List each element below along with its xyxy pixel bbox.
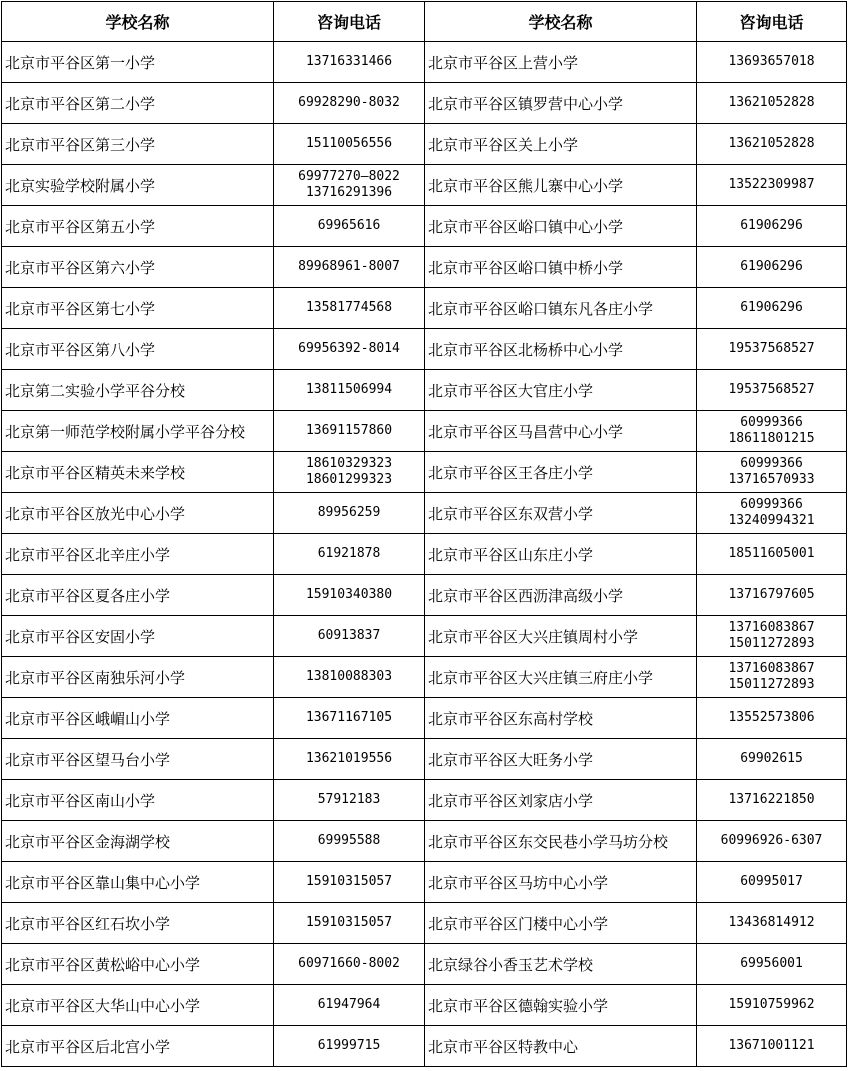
left-school-name: 北京市平谷区第二小学 bbox=[2, 83, 274, 124]
table-row bbox=[2, 944, 847, 985]
table-row bbox=[2, 329, 847, 370]
left-school-name: 北京市平谷区峨嵋山小学 bbox=[2, 698, 274, 739]
header-school-name-left: 学校名称 bbox=[2, 2, 274, 42]
phone-number: 13621052828 bbox=[728, 136, 815, 151]
table-row bbox=[2, 493, 847, 534]
right-school-name: 北京市平谷区王各庄小学 bbox=[425, 452, 697, 493]
table-row bbox=[2, 821, 847, 862]
right-school-name: 北京市平谷区西沥津高级小学 bbox=[425, 575, 697, 616]
right-phone-cell bbox=[697, 247, 847, 288]
right-school-name: 北京市平谷区大兴庄镇三府庄小学 bbox=[425, 657, 697, 698]
phone-number: 15011272893 bbox=[728, 677, 815, 692]
left-phone-cell bbox=[274, 698, 425, 739]
right-phone-cell bbox=[697, 452, 847, 493]
phone-number: 60999366 bbox=[740, 456, 803, 471]
phone-number: 13716331466 bbox=[305, 54, 393, 69]
right-phone-cell bbox=[697, 165, 847, 206]
phone-number: 69956392-8014 bbox=[298, 341, 400, 356]
phone-number: 61947964 bbox=[317, 997, 381, 1012]
left-school-name: 北京市平谷区安固小学 bbox=[2, 616, 274, 657]
phone-number: 13693657018 bbox=[728, 54, 815, 69]
phone-number: 61906296 bbox=[740, 300, 803, 315]
right-school-name: 北京市平谷区关上小学 bbox=[425, 124, 697, 165]
phone-number: 18511605001 bbox=[728, 546, 815, 561]
right-school-name: 北京市平谷区东交民巷小学马坊分校 bbox=[425, 821, 697, 862]
phone-number: 13240994321 bbox=[728, 513, 815, 528]
right-school-name: 北京市平谷区峪口镇中桥小学 bbox=[425, 247, 697, 288]
phone-number: 15910315057 bbox=[305, 915, 393, 930]
phone-number: 13716083867 bbox=[728, 620, 815, 635]
phone-number: 60995017 bbox=[740, 874, 803, 889]
phone-number: 89968961-8007 bbox=[298, 259, 400, 274]
left-school-name: 北京市平谷区夏各庄小学 bbox=[2, 575, 274, 616]
phone-number: 13811506994 bbox=[305, 382, 393, 397]
phone-number: 60971660-8002 bbox=[298, 956, 400, 971]
phone-number: 13716291396 bbox=[305, 185, 393, 200]
table-row bbox=[2, 411, 847, 452]
phone-number: 13810088303 bbox=[305, 669, 393, 684]
phone-number: 13716221850 bbox=[728, 792, 815, 807]
left-phone-cell bbox=[274, 124, 425, 165]
phone-number: 69965616 bbox=[317, 218, 381, 233]
right-phone-cell bbox=[697, 206, 847, 247]
table-row bbox=[2, 288, 847, 329]
left-phone-cell bbox=[274, 288, 425, 329]
right-phone-cell bbox=[697, 698, 847, 739]
phone-number: 15011272893 bbox=[728, 636, 815, 651]
left-school-name: 北京市平谷区南独乐河小学 bbox=[2, 657, 274, 698]
right-phone-cell bbox=[697, 329, 847, 370]
table-row bbox=[2, 206, 847, 247]
table-row bbox=[2, 903, 847, 944]
left-school-name: 北京市平谷区第八小学 bbox=[2, 329, 274, 370]
phone-number: 13621052828 bbox=[728, 95, 815, 110]
right-school-name: 北京市平谷区刘家店小学 bbox=[425, 780, 697, 821]
left-phone-cell bbox=[274, 657, 425, 698]
right-phone-cell bbox=[697, 944, 847, 985]
phone-number: 13671167105 bbox=[305, 710, 393, 725]
table-row bbox=[2, 165, 847, 206]
header-phone-right: 咨询电话 bbox=[697, 2, 847, 42]
left-school-name: 北京市平谷区放光中心小学 bbox=[2, 493, 274, 534]
phone-number: 19537568527 bbox=[728, 341, 815, 356]
left-phone-cell bbox=[274, 452, 425, 493]
right-phone-cell bbox=[697, 903, 847, 944]
table-row bbox=[2, 739, 847, 780]
phone-number: 13716570933 bbox=[728, 472, 815, 487]
left-phone-cell bbox=[274, 862, 425, 903]
right-school-name: 北京市平谷区峪口镇东凡各庄小学 bbox=[425, 288, 697, 329]
table-row bbox=[2, 247, 847, 288]
table-row bbox=[2, 616, 847, 657]
header-phone-left: 咨询电话 bbox=[274, 2, 425, 42]
left-phone-cell bbox=[274, 780, 425, 821]
right-school-name: 北京市平谷区特教中心 bbox=[425, 1026, 697, 1067]
right-phone-cell bbox=[697, 739, 847, 780]
table-body bbox=[2, 42, 847, 1067]
right-school-name: 北京市平谷区门楼中心小学 bbox=[425, 903, 697, 944]
right-school-name: 北京市平谷区峪口镇中心小学 bbox=[425, 206, 697, 247]
phone-number: 15110056556 bbox=[305, 136, 393, 151]
right-school-name: 北京绿谷小香玉艺术学校 bbox=[425, 944, 697, 985]
left-school-name: 北京第二实验小学平谷分校 bbox=[2, 370, 274, 411]
left-phone-cell bbox=[274, 1026, 425, 1067]
table-row bbox=[2, 985, 847, 1026]
left-school-name: 北京市平谷区第五小学 bbox=[2, 206, 274, 247]
phone-number: 89956259 bbox=[317, 505, 381, 520]
right-school-name: 北京市平谷区东双营小学 bbox=[425, 493, 697, 534]
left-school-name: 北京市平谷区靠山集中心小学 bbox=[2, 862, 274, 903]
left-school-name: 北京市平谷区望马台小学 bbox=[2, 739, 274, 780]
right-phone-cell bbox=[697, 821, 847, 862]
right-school-name: 北京市平谷区熊儿寨中心小学 bbox=[425, 165, 697, 206]
phone-number: 15910759962 bbox=[728, 997, 815, 1012]
phone-number: 15910340380 bbox=[305, 587, 393, 602]
left-school-name: 北京市平谷区红石坎小学 bbox=[2, 903, 274, 944]
phone-number: 60999366 bbox=[740, 415, 803, 430]
left-phone-cell bbox=[274, 247, 425, 288]
table-row bbox=[2, 862, 847, 903]
table-row bbox=[2, 124, 847, 165]
school-contact-table bbox=[1, 1, 847, 1067]
table-row bbox=[2, 534, 847, 575]
right-school-name: 北京市平谷区上营小学 bbox=[425, 42, 697, 83]
right-school-name: 北京市平谷区大旺务小学 bbox=[425, 739, 697, 780]
left-phone-cell bbox=[274, 370, 425, 411]
right-phone-cell bbox=[697, 862, 847, 903]
phone-number: 69956001 bbox=[740, 956, 803, 971]
right-phone-cell bbox=[697, 370, 847, 411]
left-phone-cell bbox=[274, 821, 425, 862]
right-phone-cell bbox=[697, 534, 847, 575]
left-phone-cell bbox=[274, 575, 425, 616]
left-school-name: 北京实验学校附属小学 bbox=[2, 165, 274, 206]
right-school-name: 北京市平谷区马昌营中心小学 bbox=[425, 411, 697, 452]
right-school-name: 北京市平谷区山东庄小学 bbox=[425, 534, 697, 575]
right-phone-cell bbox=[697, 411, 847, 452]
left-phone-cell bbox=[274, 739, 425, 780]
phone-number: 60999366 bbox=[740, 497, 803, 512]
left-phone-cell bbox=[274, 83, 425, 124]
table-row bbox=[2, 1026, 847, 1067]
phone-number: 60996926-6307 bbox=[720, 833, 823, 848]
phone-number: 69977270—8022 bbox=[298, 169, 400, 184]
phone-number: 13621019556 bbox=[305, 751, 393, 766]
left-school-name: 北京市平谷区南山小学 bbox=[2, 780, 274, 821]
right-school-name: 北京市平谷区大兴庄镇周村小学 bbox=[425, 616, 697, 657]
phone-number: 18611801215 bbox=[728, 431, 815, 446]
phone-number: 18601299323 bbox=[305, 472, 393, 487]
left-phone-cell bbox=[274, 903, 425, 944]
right-school-name: 北京市平谷区东高村学校 bbox=[425, 698, 697, 739]
left-phone-cell bbox=[274, 411, 425, 452]
right-phone-cell bbox=[697, 657, 847, 698]
phone-number: 61906296 bbox=[740, 218, 803, 233]
phone-number: 60913837 bbox=[317, 628, 381, 643]
header-school-name-right: 学校名称 bbox=[425, 2, 697, 42]
right-school-name: 北京市平谷区北杨桥中心小学 bbox=[425, 329, 697, 370]
right-phone-cell bbox=[697, 780, 847, 821]
phone-number: 69995588 bbox=[317, 833, 381, 848]
right-phone-cell bbox=[697, 83, 847, 124]
phone-number: 19537568527 bbox=[728, 382, 815, 397]
left-school-name: 北京市平谷区大华山中心小学 bbox=[2, 985, 274, 1026]
table-row bbox=[2, 370, 847, 411]
phone-number: 61999715 bbox=[317, 1038, 381, 1053]
right-school-name: 北京市平谷区马坊中心小学 bbox=[425, 862, 697, 903]
left-school-name: 北京第一师范学校附属小学平谷分校 bbox=[2, 411, 274, 452]
table-row bbox=[2, 657, 847, 698]
right-phone-cell bbox=[697, 985, 847, 1026]
right-school-name: 北京市平谷区德翰实验小学 bbox=[425, 985, 697, 1026]
left-school-name: 北京市平谷区黄松峪中心小学 bbox=[2, 944, 274, 985]
right-phone-cell bbox=[697, 288, 847, 329]
left-phone-cell bbox=[274, 616, 425, 657]
header-row bbox=[2, 2, 847, 42]
phone-number: 13716797605 bbox=[728, 587, 815, 602]
left-phone-cell bbox=[274, 42, 425, 83]
phone-number: 13716083867 bbox=[728, 661, 815, 676]
phone-number: 13552573806 bbox=[728, 710, 815, 725]
left-school-name: 北京市平谷区后北宫小学 bbox=[2, 1026, 274, 1067]
right-school-name: 北京市平谷区镇罗营中心小学 bbox=[425, 83, 697, 124]
left-school-name: 北京市平谷区第三小学 bbox=[2, 124, 274, 165]
table-row bbox=[2, 698, 847, 739]
left-school-name: 北京市平谷区北辛庄小学 bbox=[2, 534, 274, 575]
right-phone-cell bbox=[697, 616, 847, 657]
phone-number: 61906296 bbox=[740, 259, 803, 274]
right-school-name: 北京市平谷区大官庄小学 bbox=[425, 370, 697, 411]
table-row bbox=[2, 83, 847, 124]
phone-number: 13671001121 bbox=[728, 1038, 815, 1053]
table-row bbox=[2, 780, 847, 821]
phone-number: 13436814912 bbox=[728, 915, 815, 930]
left-phone-cell bbox=[274, 206, 425, 247]
phone-number: 69928290-8032 bbox=[298, 95, 400, 110]
left-school-name: 北京市平谷区精英未来学校 bbox=[2, 452, 274, 493]
phone-number: 61921878 bbox=[317, 546, 381, 561]
left-phone-cell bbox=[274, 493, 425, 534]
left-school-name: 北京市平谷区第一小学 bbox=[2, 42, 274, 83]
phone-number: 13691157860 bbox=[305, 423, 393, 438]
left-phone-cell bbox=[274, 985, 425, 1026]
right-phone-cell bbox=[697, 42, 847, 83]
phone-number: 57912183 bbox=[317, 792, 381, 807]
phone-number: 13522309987 bbox=[728, 177, 815, 192]
table-row bbox=[2, 575, 847, 616]
right-phone-cell bbox=[697, 124, 847, 165]
right-phone-cell bbox=[697, 1026, 847, 1067]
left-school-name: 北京市平谷区金海湖学校 bbox=[2, 821, 274, 862]
table-row bbox=[2, 452, 847, 493]
left-school-name: 北京市平谷区第六小学 bbox=[2, 247, 274, 288]
phone-number: 15910315057 bbox=[305, 874, 393, 889]
left-school-name: 北京市平谷区第七小学 bbox=[2, 288, 274, 329]
left-phone-cell bbox=[274, 165, 425, 206]
phone-number: 69902615 bbox=[740, 751, 803, 766]
left-phone-cell bbox=[274, 944, 425, 985]
table-row bbox=[2, 42, 847, 83]
left-phone-cell bbox=[274, 329, 425, 370]
right-phone-cell bbox=[697, 575, 847, 616]
left-phone-cell bbox=[274, 534, 425, 575]
phone-number: 13581774568 bbox=[305, 300, 393, 315]
phone-number: 18610329323 bbox=[305, 456, 393, 471]
right-phone-cell bbox=[697, 493, 847, 534]
